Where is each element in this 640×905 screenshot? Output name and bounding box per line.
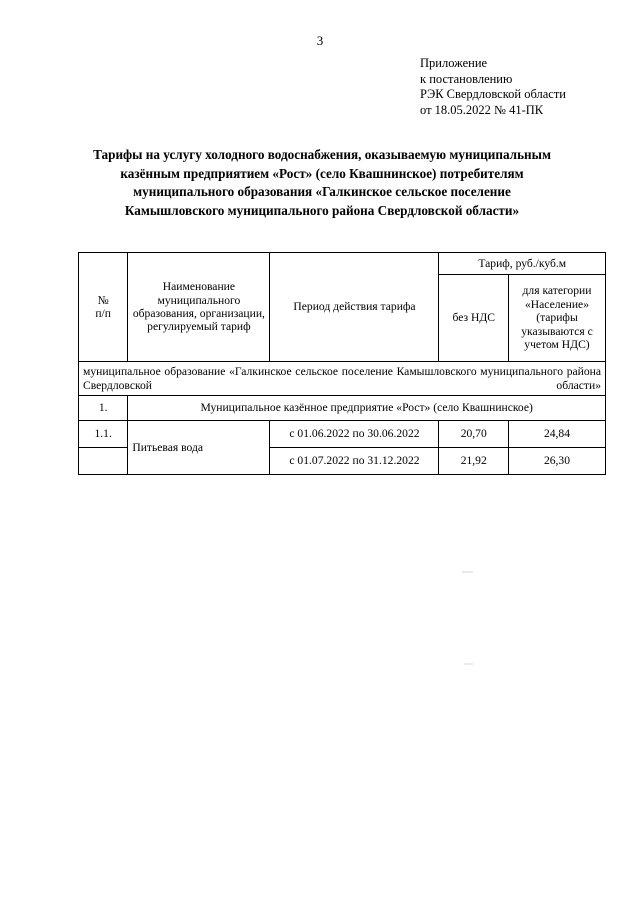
page-number: 3 xyxy=(316,33,324,48)
section-title-cell: муниципальное образование «Галкинское сельское поселение Камышловского муниципального района Свердловской области» xyxy=(79,362,606,396)
table-header-row-1 xyxy=(79,253,606,275)
row-name-cell: Питьевая вода xyxy=(128,421,270,475)
row-period-cell: с 01.06.2022 по 30.06.2022 xyxy=(270,421,439,448)
approval-line-3: РЭК Свердловской области xyxy=(420,87,566,101)
org-name-cell: Муниципальное казённое предприятие «Рост» (село Квашнинское) xyxy=(128,396,606,421)
header-number-line2: п/п xyxy=(95,307,111,320)
header-cell-number xyxy=(79,253,128,362)
scan-artifact-lower xyxy=(464,663,473,665)
row-without-vat-cell: 21,92 xyxy=(439,448,509,475)
tariff-table xyxy=(78,252,606,475)
table-row-section xyxy=(79,362,606,396)
title-line-2: казённым предприятием «Рост» (село Квашнинское) потребителям xyxy=(120,165,524,181)
row-number-cell: 1.1. xyxy=(79,421,128,448)
org-number-cell: 1. xyxy=(79,396,128,421)
title-line-1: Тарифы на услугу холодного водоснабжения, оказываемую муниципальным xyxy=(93,147,551,162)
title-line-4: Камышловского муниципального района Свердловской области» xyxy=(124,202,520,218)
row-population-cell: 24,84 xyxy=(508,421,605,448)
table-row xyxy=(79,421,606,448)
header-number-line1: № xyxy=(97,293,109,307)
approval-line-4: от 18.05.2022 № 41-ПК xyxy=(420,102,544,117)
header-cell-name: Наименование муниципального образования, организации, регулируемый тариф xyxy=(128,253,270,362)
approval-line-1: Приложение xyxy=(420,56,488,70)
header-cell-without-vat: без НДС xyxy=(439,275,509,362)
approval-block xyxy=(420,56,566,118)
scan-artifact-upper xyxy=(462,571,473,573)
document-title xyxy=(72,146,572,220)
row-period-cell: с 01.07.2022 по 31.12.2022 xyxy=(270,448,439,475)
header-cell-tariff-span: Тариф, руб./куб.м xyxy=(439,253,606,275)
table-row-organization xyxy=(79,396,606,421)
row-number-cell xyxy=(79,448,128,475)
title-line-3: муниципального образования «Галкинское сельское поселение xyxy=(133,184,511,199)
row-population-cell: 26,30 xyxy=(508,448,605,475)
header-cell-period: Период действия тарифа xyxy=(270,253,439,362)
row-without-vat-cell: 20,70 xyxy=(439,421,509,448)
header-cell-population: для категории «Население» (тарифы указываются с учетом НДС) xyxy=(508,275,605,362)
approval-line-2: к постановлению xyxy=(420,71,513,86)
